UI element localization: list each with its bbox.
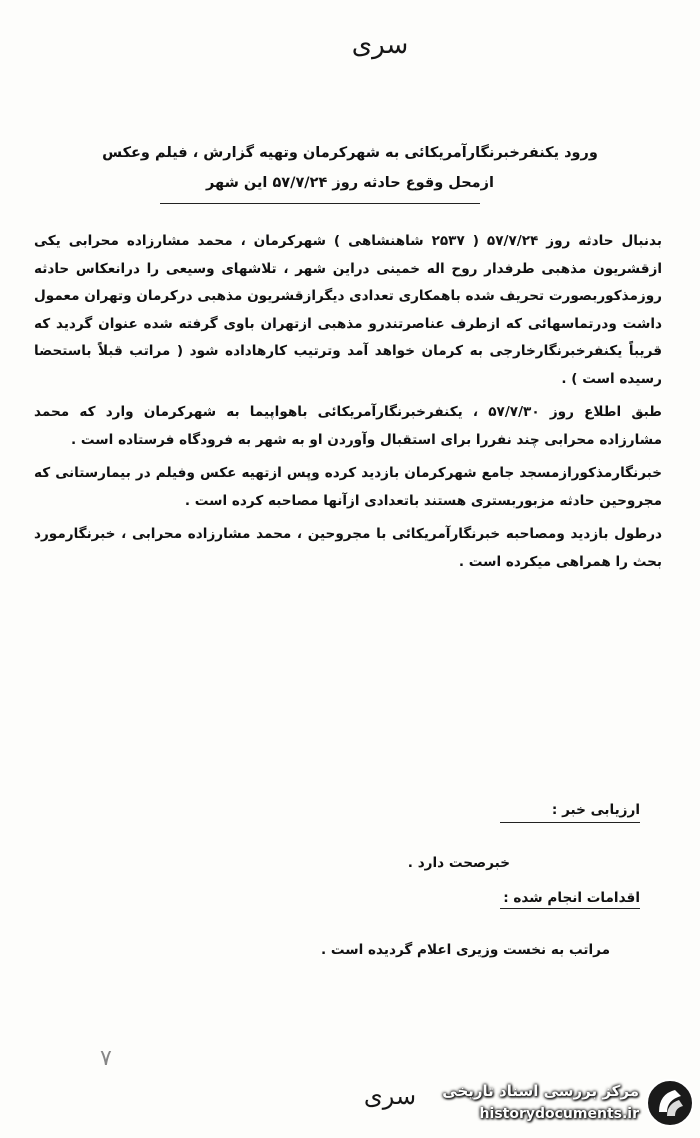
evaluation-label: ارزیابی خبر :	[551, 802, 640, 818]
handwritten-mark: ۷	[100, 1046, 112, 1071]
actions-label: اقدامات انجام شده :	[503, 890, 640, 906]
evaluation-underline	[500, 822, 640, 823]
document-body	[34, 228, 662, 580]
body-paragraph-4: درطول بازدید ومصاحبه خبرنگارآمریکائی با مجروحین ، محمد مشارزاده محرابی ، خبرنگارمورد بحث را همراهی میکرده است .	[34, 526, 662, 570]
classification-stamp-bottom: سری	[363, 1082, 417, 1110]
document-title	[40, 138, 660, 198]
title-line-1: ورود یکنفرخبرنگارآمریکائی به شهرکرمان وتهیه گزارش ، فیلم وعکس	[102, 145, 598, 161]
title-underline	[160, 203, 480, 204]
watermark-title: مرکز بررسی اسناد تاریخی	[442, 1082, 639, 1100]
classification-stamp-top: سری	[351, 30, 409, 60]
actions-value: مراتب به نخست وزیری اعلام گردیده است .	[320, 942, 610, 958]
evaluation-value: خبرصحت دارد .	[407, 855, 510, 871]
watermark-url[interactable]: historydocuments.ir	[479, 1106, 639, 1122]
actions-underline	[500, 908, 640, 909]
body-paragraph-2: طبق اطلاع روز ۵۷/۷/۳۰ ، یکنفرخبرنگارآمریکائی باهواپیما به شهرکرمان وارد که محمد مشارزاده محرابی چند نفررا برای استقبال وآوردن او به شهر به فرودگاه فرستاده است .	[34, 404, 662, 448]
body-paragraph-1: بدنبال حادثه روز ۵۷/۷/۲۴ ( ۲۵۳۷ شاهنشاهی ) شهرکرمان ، محمد مشارزاده محرابی یکی ازقشریون مذهبی طرفدار روح اله خمینی دراین شهر ، تلاشهای وسیعی را درانعکاس حادثه روزمذکوربصورت تحریف شده باهمکاری تعدادی دیگرازقشریون مذهبی درکرمان وتهران معمول داشت ودرتماسهائی که ازطرف عناصرتندرو مذهبی ازتهران باوی گرفته شده عنوان گردید که قریباً یکنفرخبرنگارخارجی به کرمان خواهد آمد وترتیب کارهاداده شود ( مراتب قبلاً باستحضا رسیده است ) .	[34, 233, 662, 387]
site-watermark	[405, 1076, 695, 1132]
body-paragraph-3: خبرنگارمذکورازمسجد جامع شهرکرمان بازدید کرده وپس ازتهیه عکس وفیلم در بیمارستانی که مجروحین حادثه مزبوربستری هستند باتعدادی ازآنها مصاحبه کرده است .	[34, 465, 662, 509]
archive-logo-icon	[645, 1078, 695, 1128]
title-line-2: ازمحل وقوع حادثه روز ۵۷/۷/۲۴ این شهر	[206, 175, 494, 191]
